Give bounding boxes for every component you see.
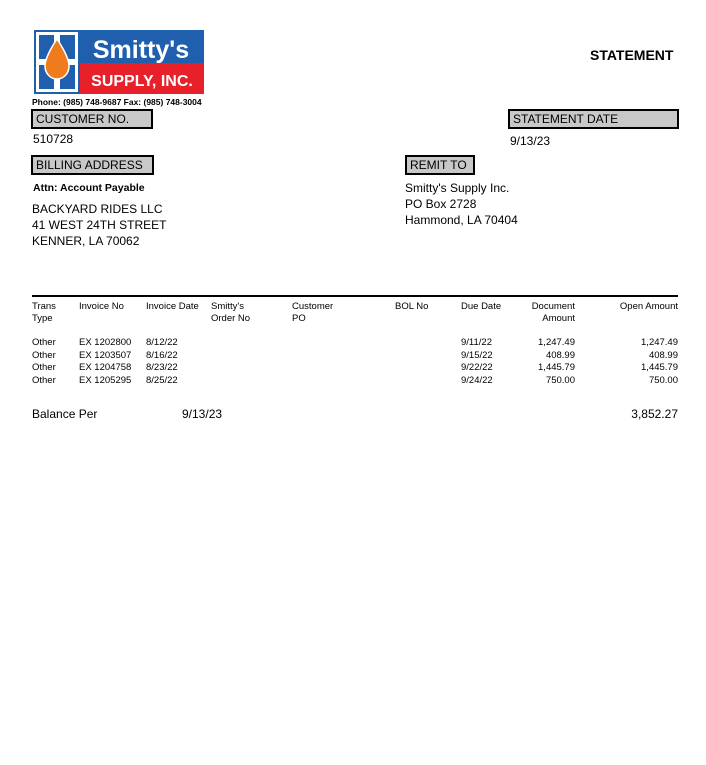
customer-no-label: CUSTOMER NO. — [31, 109, 153, 129]
cell-type: Other — [32, 375, 56, 386]
remit-line: PO Box 2728 — [405, 197, 477, 211]
cell-invoice: EX 1205295 — [79, 375, 132, 386]
phone-fax: Phone: (985) 748-9687 Fax: (985) 748-3004 — [32, 97, 202, 107]
document-title: STATEMENT — [590, 47, 674, 63]
cell-due: 9/24/22 — [461, 375, 493, 386]
billing-address — [32, 201, 166, 249]
header-text: Type — [32, 313, 53, 324]
cell-doc-amount: 750.00 — [545, 375, 575, 386]
balance-label: Balance Per — [32, 407, 98, 421]
cell-due: 9/15/22 — [461, 350, 493, 361]
billing-attn: Attn: Account Payable — [33, 182, 145, 194]
table-row — [0, 337, 706, 349]
header-invoice-no: Invoice No — [79, 301, 124, 312]
header-invoice-date: Invoice Date — [146, 301, 199, 312]
cell-date: 8/23/22 — [146, 362, 178, 373]
header-text: Customer — [292, 301, 334, 312]
remit-to-label: REMIT TO — [405, 155, 475, 175]
table-row — [0, 350, 706, 362]
cell-open-amount: 1,247.49 — [641, 337, 678, 348]
cell-type: Other — [32, 337, 56, 348]
cell-invoice: EX 1204758 — [79, 362, 132, 373]
cell-invoice: EX 1203507 — [79, 350, 132, 361]
cell-due: 9/22/22 — [461, 362, 493, 373]
header-bol-no: BOL No — [395, 301, 429, 312]
billing-line: BACKYARD RIDES LLC — [32, 202, 163, 216]
header-text: Smitty's — [211, 301, 244, 312]
customer-no-value: 510728 — [33, 132, 74, 146]
billing-line: 41 WEST 24TH STREET — [32, 218, 167, 232]
remit-address — [405, 180, 518, 228]
remit-line: Smitty's Supply Inc. — [405, 181, 510, 195]
header-text: Document — [531, 301, 575, 312]
cell-doc-amount: 1,247.49 — [538, 337, 575, 348]
cell-date: 8/12/22 — [146, 337, 178, 348]
table-row — [0, 362, 706, 374]
header-text: Amount — [542, 313, 575, 324]
cell-type: Other — [32, 362, 56, 373]
header-doc-amount — [505, 301, 575, 325]
header-due-date: Due Date — [461, 301, 502, 312]
cell-open-amount: 750.00 — [648, 375, 678, 386]
cell-doc-amount: 408.99 — [545, 350, 575, 361]
header-text: Trans — [32, 301, 56, 312]
header-customer-po — [292, 301, 333, 325]
logo-line2: SUPPLY, INC. — [91, 73, 193, 90]
cell-date: 8/16/22 — [146, 350, 178, 361]
cell-open-amount: 1,445.79 — [641, 362, 678, 373]
header-smittys-order — [211, 301, 250, 325]
cell-type: Other — [32, 350, 56, 361]
statement-date-value: 9/13/23 — [510, 134, 551, 148]
cell-invoice: EX 1202800 — [79, 337, 132, 348]
balance-amount: 3,852.27 — [631, 407, 678, 421]
billing-address-label: BILLING ADDRESS — [31, 155, 154, 175]
company-logo — [34, 30, 204, 94]
header-trans-type — [32, 301, 56, 325]
statement-date-label: STATEMENT DATE — [508, 109, 679, 129]
cell-due: 9/11/22 — [461, 337, 492, 348]
header-text: Order No — [211, 313, 251, 324]
header-open-amount: Open Amount — [619, 301, 678, 312]
cell-open-amount: 408.99 — [648, 350, 678, 361]
table-top-rule — [32, 295, 678, 297]
billing-line: KENNER, LA 70062 — [32, 234, 140, 248]
remit-line: Hammond, LA 70404 — [405, 213, 518, 227]
table-row — [0, 375, 706, 387]
balance-date: 9/13/23 — [182, 407, 223, 421]
logo-line1: Smitty's — [92, 36, 190, 64]
cell-doc-amount: 1,445.79 — [538, 362, 575, 373]
cell-date: 8/25/22 — [146, 375, 178, 386]
header-text: PO — [292, 313, 306, 324]
